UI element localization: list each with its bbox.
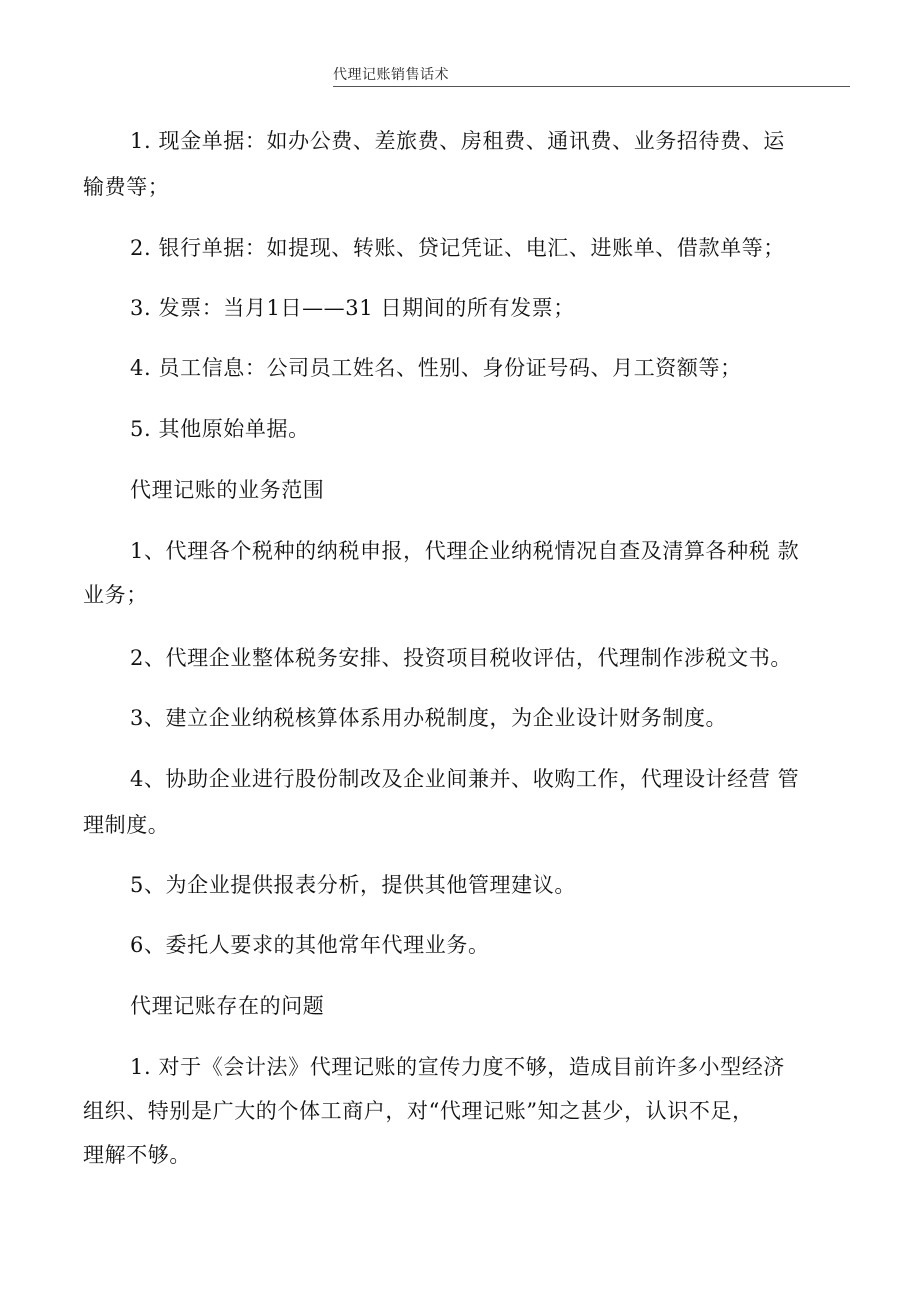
scope-item-1-line-2: 业务； — [83, 583, 148, 607]
paragraph-1-line-2: 输费等； — [83, 175, 170, 199]
scope-item-4-line-1: 4、协助企业进行股份制改及企业间兼并、收购工作，代理设计经营 管 — [130, 767, 800, 791]
paragraph-5: 5. 其他原始单据。 — [130, 417, 310, 441]
page-header — [333, 66, 850, 87]
problem-item-1-line-1: 1. 对于《会计法》代理记账的宣传力度不够，造成目前许多小型经济 — [130, 1055, 785, 1079]
scope-item-4-line-2: 理制度。 — [83, 813, 170, 837]
scope-item-3: 3、建立企业纳税核算体系用办税制度，为企业设计财务制度。 — [130, 706, 728, 730]
paragraph-2: 2. 银行单据：如提现、转账、贷记凭证、电汇、进账单、借款单等； — [130, 236, 785, 260]
section-heading-business-scope: 代理记账的业务范围 — [130, 478, 325, 502]
scope-item-5: 5、为企业提供报表分析，提供其他管理建议。 — [130, 873, 576, 897]
section-heading-problems: 代理记账存在的问题 — [130, 994, 325, 1018]
paragraph-4: 4. 员工信息：公司员工姓名、性别、身份证号码、月工资额等； — [130, 356, 742, 380]
paragraph-1-line-1: 1. 现金单据：如办公费、差旅费、房租费、通讯费、业务招待费、运 — [130, 129, 785, 153]
scope-item-1-line-1: 1、代理各个税种的纳税申报，代理企业纳税情况自查及清算各种税 款 — [130, 539, 800, 563]
scope-item-6: 6、委托人要求的其他常年代理业务。 — [130, 933, 490, 957]
scope-item-2: 2、代理企业整体税务安排、投资项目税收评估，代理制作涉税文书。 — [130, 646, 792, 670]
header-title: 代理记账销售话术 — [333, 67, 449, 83]
paragraph-3: 3. 发票：当月1日——31 日期间的所有发票； — [130, 296, 575, 320]
problem-item-1-line-3: 理解不够。 — [83, 1143, 191, 1167]
problem-item-1-line-2: 组织、特别是广大的个体工商户，对“代理记账”知之甚少，认识不足， — [83, 1099, 754, 1123]
